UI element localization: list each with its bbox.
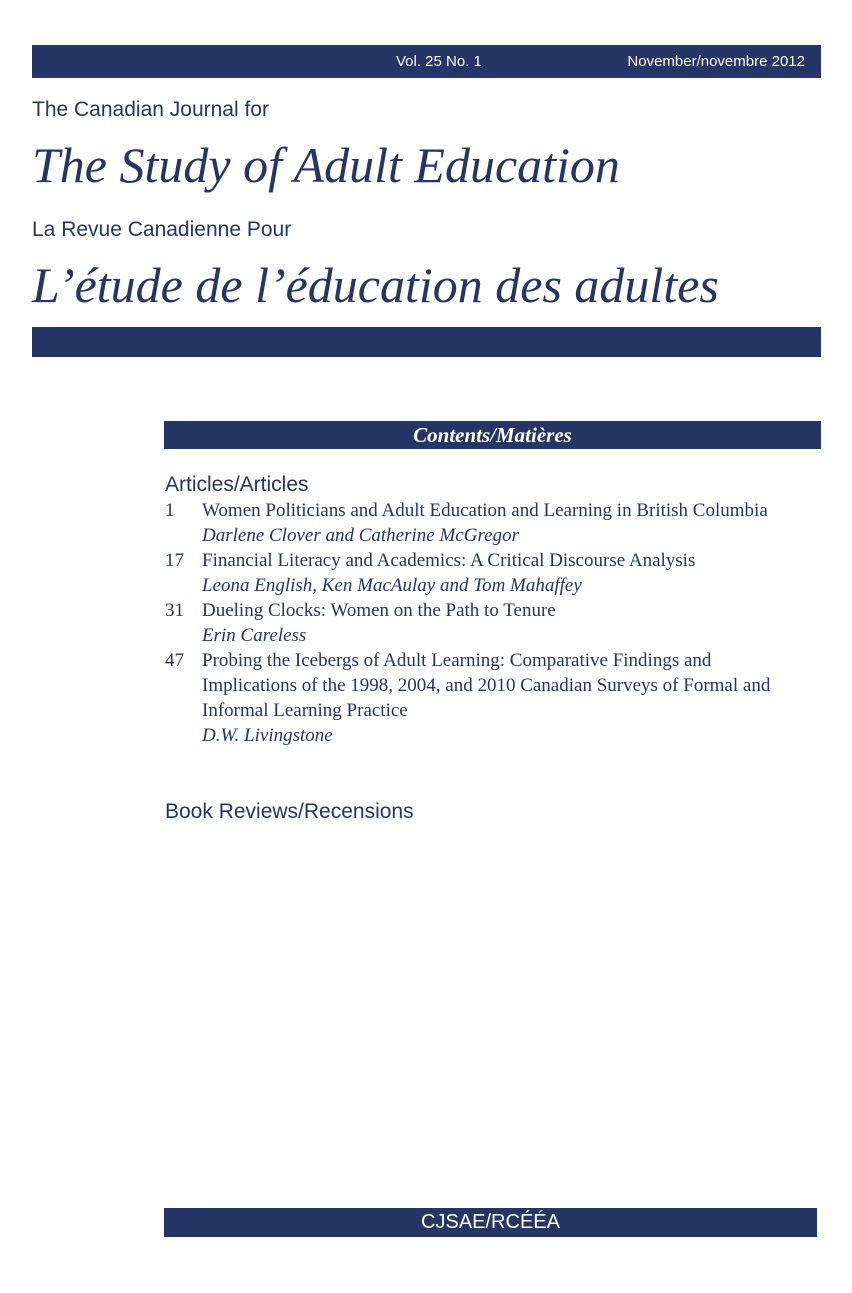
page-number: 31 <box>165 600 184 621</box>
article-authors: D.W. Livingstone <box>202 725 333 746</box>
page-number: 1 <box>165 500 175 521</box>
article-title: Probing the Icebergs of Adult Learning: Comparative Findings and Implications of the 1998, 2004, and 2010 Canadian Surveys of Formal and Informal Learning Practice <box>202 650 771 721</box>
issue-date: November/novembre 2012 <box>627 53 805 70</box>
toc-entry[interactable] <box>165 648 805 748</box>
divider-bar <box>32 327 821 357</box>
table-of-contents <box>165 498 805 748</box>
french-title: L’étude de l’éducation des adultes <box>32 257 719 313</box>
toc-entry[interactable] <box>165 548 805 598</box>
book-reviews-heading: Book Reviews/Recensions <box>165 800 414 823</box>
volume-number: Vol. 25 No. 1 <box>396 53 482 70</box>
page-number: 47 <box>165 650 184 671</box>
page-number: 17 <box>165 550 184 571</box>
french-subtitle: La Revue Canadienne Pour <box>32 218 292 241</box>
english-subtitle: The Canadian Journal for <box>32 98 269 121</box>
article-title: Dueling Clocks: Women on the Path to Tenure <box>202 600 556 621</box>
toc-entry[interactable] <box>165 498 805 548</box>
article-title: Financial Literacy and Academics: A Critical Discourse Analysis <box>202 550 696 571</box>
contents-heading: Contents/Matières <box>164 421 821 449</box>
articles-heading: Articles/Articles <box>165 473 309 496</box>
article-authors: Darlene Clover and Catherine McGregor <box>202 525 519 546</box>
article-title: Women Politicians and Adult Education and Learning in British Columbia <box>202 500 768 521</box>
toc-entry[interactable] <box>165 598 805 648</box>
article-authors: Leona English, Ken MacAulay and Tom Mahaffey <box>202 575 582 596</box>
article-authors: Erin Careless <box>202 625 307 646</box>
english-title: The Study of Adult Education <box>32 137 620 193</box>
footer-banner: CJSAE/RCÉÉA <box>164 1208 817 1237</box>
top-banner <box>32 45 821 78</box>
